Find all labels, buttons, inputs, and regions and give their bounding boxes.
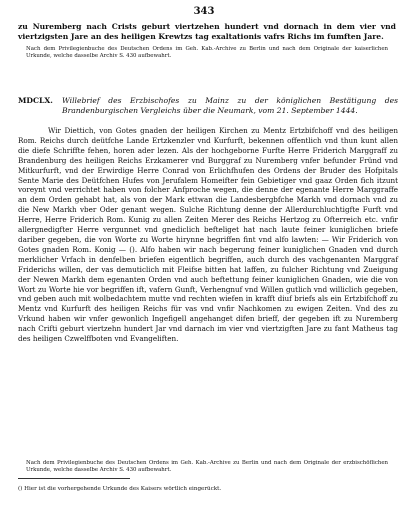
document-body: Wir Diettich, von Gotes gnaden der heiligen Kirchen zu Mentz Ertzbifchoff vnd des heiligen Rom. Reichs durch deütfche Lande Ertzkenzler vnd Kurfurft, bekennen offentlich vnd thun kunt allen die diefe Schriffte fehen, horen ader lezen. Als der hochgeborne Furfte Herre Friderich Marggraff zu Brandenburg des heiligen Reichs Erzkamerer vnd Burggraf zu Nuremberg vnfer befunder Fründ vnd Mitkurfurft, vnd der Erwirdige Herre Conrad von Erlichfhufen des Ordens der Bruder des Hofpitals Sente Marie des Deütfchen Hufes von Jerufalem Homeifter fein Gebietiger vnd gaaz Orden fich itzunt voreynt vnd verrichtet haben von folcher Anfproche wegen, die denne der egenante Herre Marggraffe an dem Orden gehabt hat, als von der Mark ettwan die Landesbergbfche Markh vnd dornach vnd zu die New Markh vber Oder genant wegen. Sulche Richtung denne der Allerdurchluchtigfte Furft vnd Herre, Herre Friderich Rom. Kunig zu allen Zeiten Merer des Reichs Hertzog zu Ofterreich etc. vnfir allergnedigfter Herre vergunnet vnd gnediclich befteliget hat nach laute feiner kuniglichen briefe dariber gegeben, die von Worte zu Worte hirynne begriffen fint vnd alfo lawten: — Wir Friderich von Gotes gnaden Rom. Konig — (). Alfo haben wir nach begerung feiner kuniglichen Gnaden vnd durch merklicher Vrfach in denfelben briefen eigentlich begriffen, auch durch des vachgenanten Marggraf Friderichs willen, der vas demuticlich mit Fleifse bitten hat laffen, zu fulcher Richtung vnd Zueigung der Newen Markh dem egenanten Orden vnd auch beftettung feiner kuniglichen Gnaden, wie die von Wort zu Worte hie vor begriffen ift, vafern Gunft, Verhengnuf vnd Willen gutlich vnd williclich gegeben, vnd geben auch mit wolbedachtem mutte vnd rechten wiefen in krafft diuf briefs als ein Ertzbifchoff zu Mentz vnd Kurfurft des heiligen Reichs für vas vnd vnfir Nachkomen zu ewigen Zeiten. Vnd des zu Vrkund haben wir vnfer gewonlich Ingefigell angehanget difen brieff, der gegeben ift zu Nuremberg nach Crifti geburt viertzehn hundert Jar vnd darnach im vier vnd viertzigften Jare zu fant Matheus tag des heiligen Czwelffboten vnd Evangeliften.	[18, 126, 398, 344]
previous-source-note: Nach dem Privilegienbuche des Deutschen Ordens im Geh. Kab.-Archive zu Berlin und nach dem Originale der kaiserlichen Urkunde, welche dasselbe Archiv S. 430 aufbewahrt.	[26, 46, 388, 59]
document-title: Willebrief des Erzbischofes zu Mainz zu der königlichen Bestätigung des Brandenburgischen Vergleichs über die Neumark, vom 21. September 1444.	[62, 96, 398, 115]
footnote-rule	[18, 478, 130, 479]
source-note: Nach dem Privilegienbuche des Deutschen Ordens im Geh. Kab.-Archive zu Berlin und nach dem Originale der erzbischöflichen Urkunde, welche dasselbe Archiv S. 430 aufbewahrt.	[26, 460, 388, 473]
footnote: () Hier ist die vorhergehende Urkunde des Kaisers wörtlich eingerückt.	[18, 486, 222, 492]
page-number: 343	[193, 6, 215, 17]
previous-document-ending: zu Nuremberg nach Crists geburt viertzehen hundert vnd dornach in dem vier vnd viertzigsten Jare an des heiligen Krewtzs tag exaltationis vafrs Richs im fumften Jare.	[18, 22, 396, 41]
document-number: MDCLX.	[18, 96, 53, 105]
